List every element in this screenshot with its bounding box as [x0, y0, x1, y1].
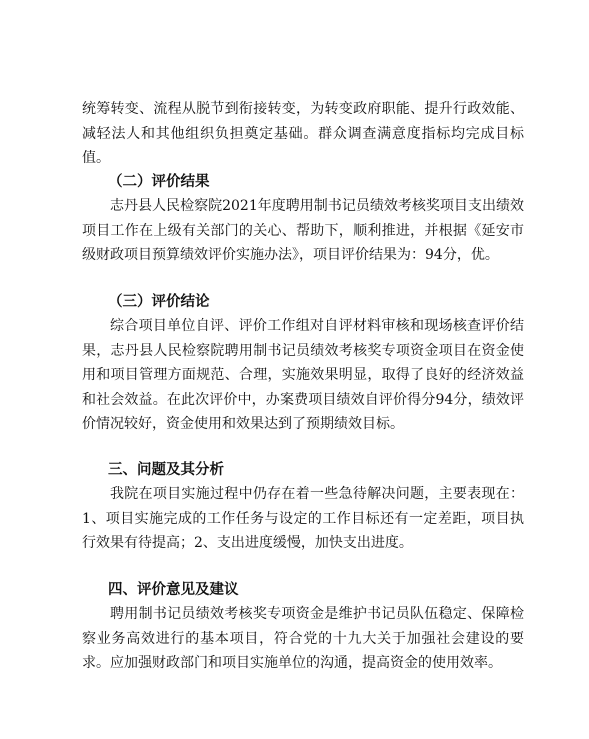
paragraph-opinions-suggestions: 聘用制书记员绩效考核奖专项资金是维护书记员队伍稳定、保障检察业务高效进行的基本项目，符合党的十九大关于加强社会建设的要求。应加强财政部门和项目实施单位的沟通，提高资金的使用效率。 — [82, 606, 524, 671]
paragraph-intro: 统筹转变、流程从脱节到衔接转变，为转变政府职能、提升行政效能、减轻法人和其他组织负担奠定基础。群众调查满意度指标均完成目标值。 — [82, 101, 524, 166]
paragraph-evaluation-result: 志丹县人民检察院2021年度聘用制书记员绩效考核奖项目支出绩效项目工作在上级有关部门的关心、帮助下，顺利推进，并根据《延安市级财政项目预算绩效评价实施办法》，项目评价结果为：94分，优。 — [82, 198, 524, 263]
heading-evaluation-conclusion: （三）评价结论 — [108, 293, 210, 310]
heading-evaluation-result: （二）评价结果 — [108, 173, 210, 190]
paragraph-evaluation-conclusion: 综合项目单位自评、评价工作组对自评材料审核和现场核查评价结果，志丹县人民检察院聘用制书记员绩效考核奖专项资金项目在资金使用和项目管理方面规范、合理，实施效果明显，取得了良好的经济效益和社会效益。在此次评价中，办案费项目绩效自评价得分94分，绩效评价情况较好，资金使用和效果达到了预期绩效目标。 — [82, 318, 524, 432]
heading-problems-analysis: 三、问题及其分析 — [108, 461, 224, 478]
paragraph-problems-analysis: 我院在项目实施过程中仍存在着一些急待解决问题，主要表现在：1、项目实施完成的工作任务与设定的工作目标还有一定差距，项目执行效果有待提高；2、支出进度缓慢，加快支出进度。 — [82, 486, 524, 551]
heading-opinions-suggestions: 四、评价意见及建议 — [108, 581, 239, 598]
